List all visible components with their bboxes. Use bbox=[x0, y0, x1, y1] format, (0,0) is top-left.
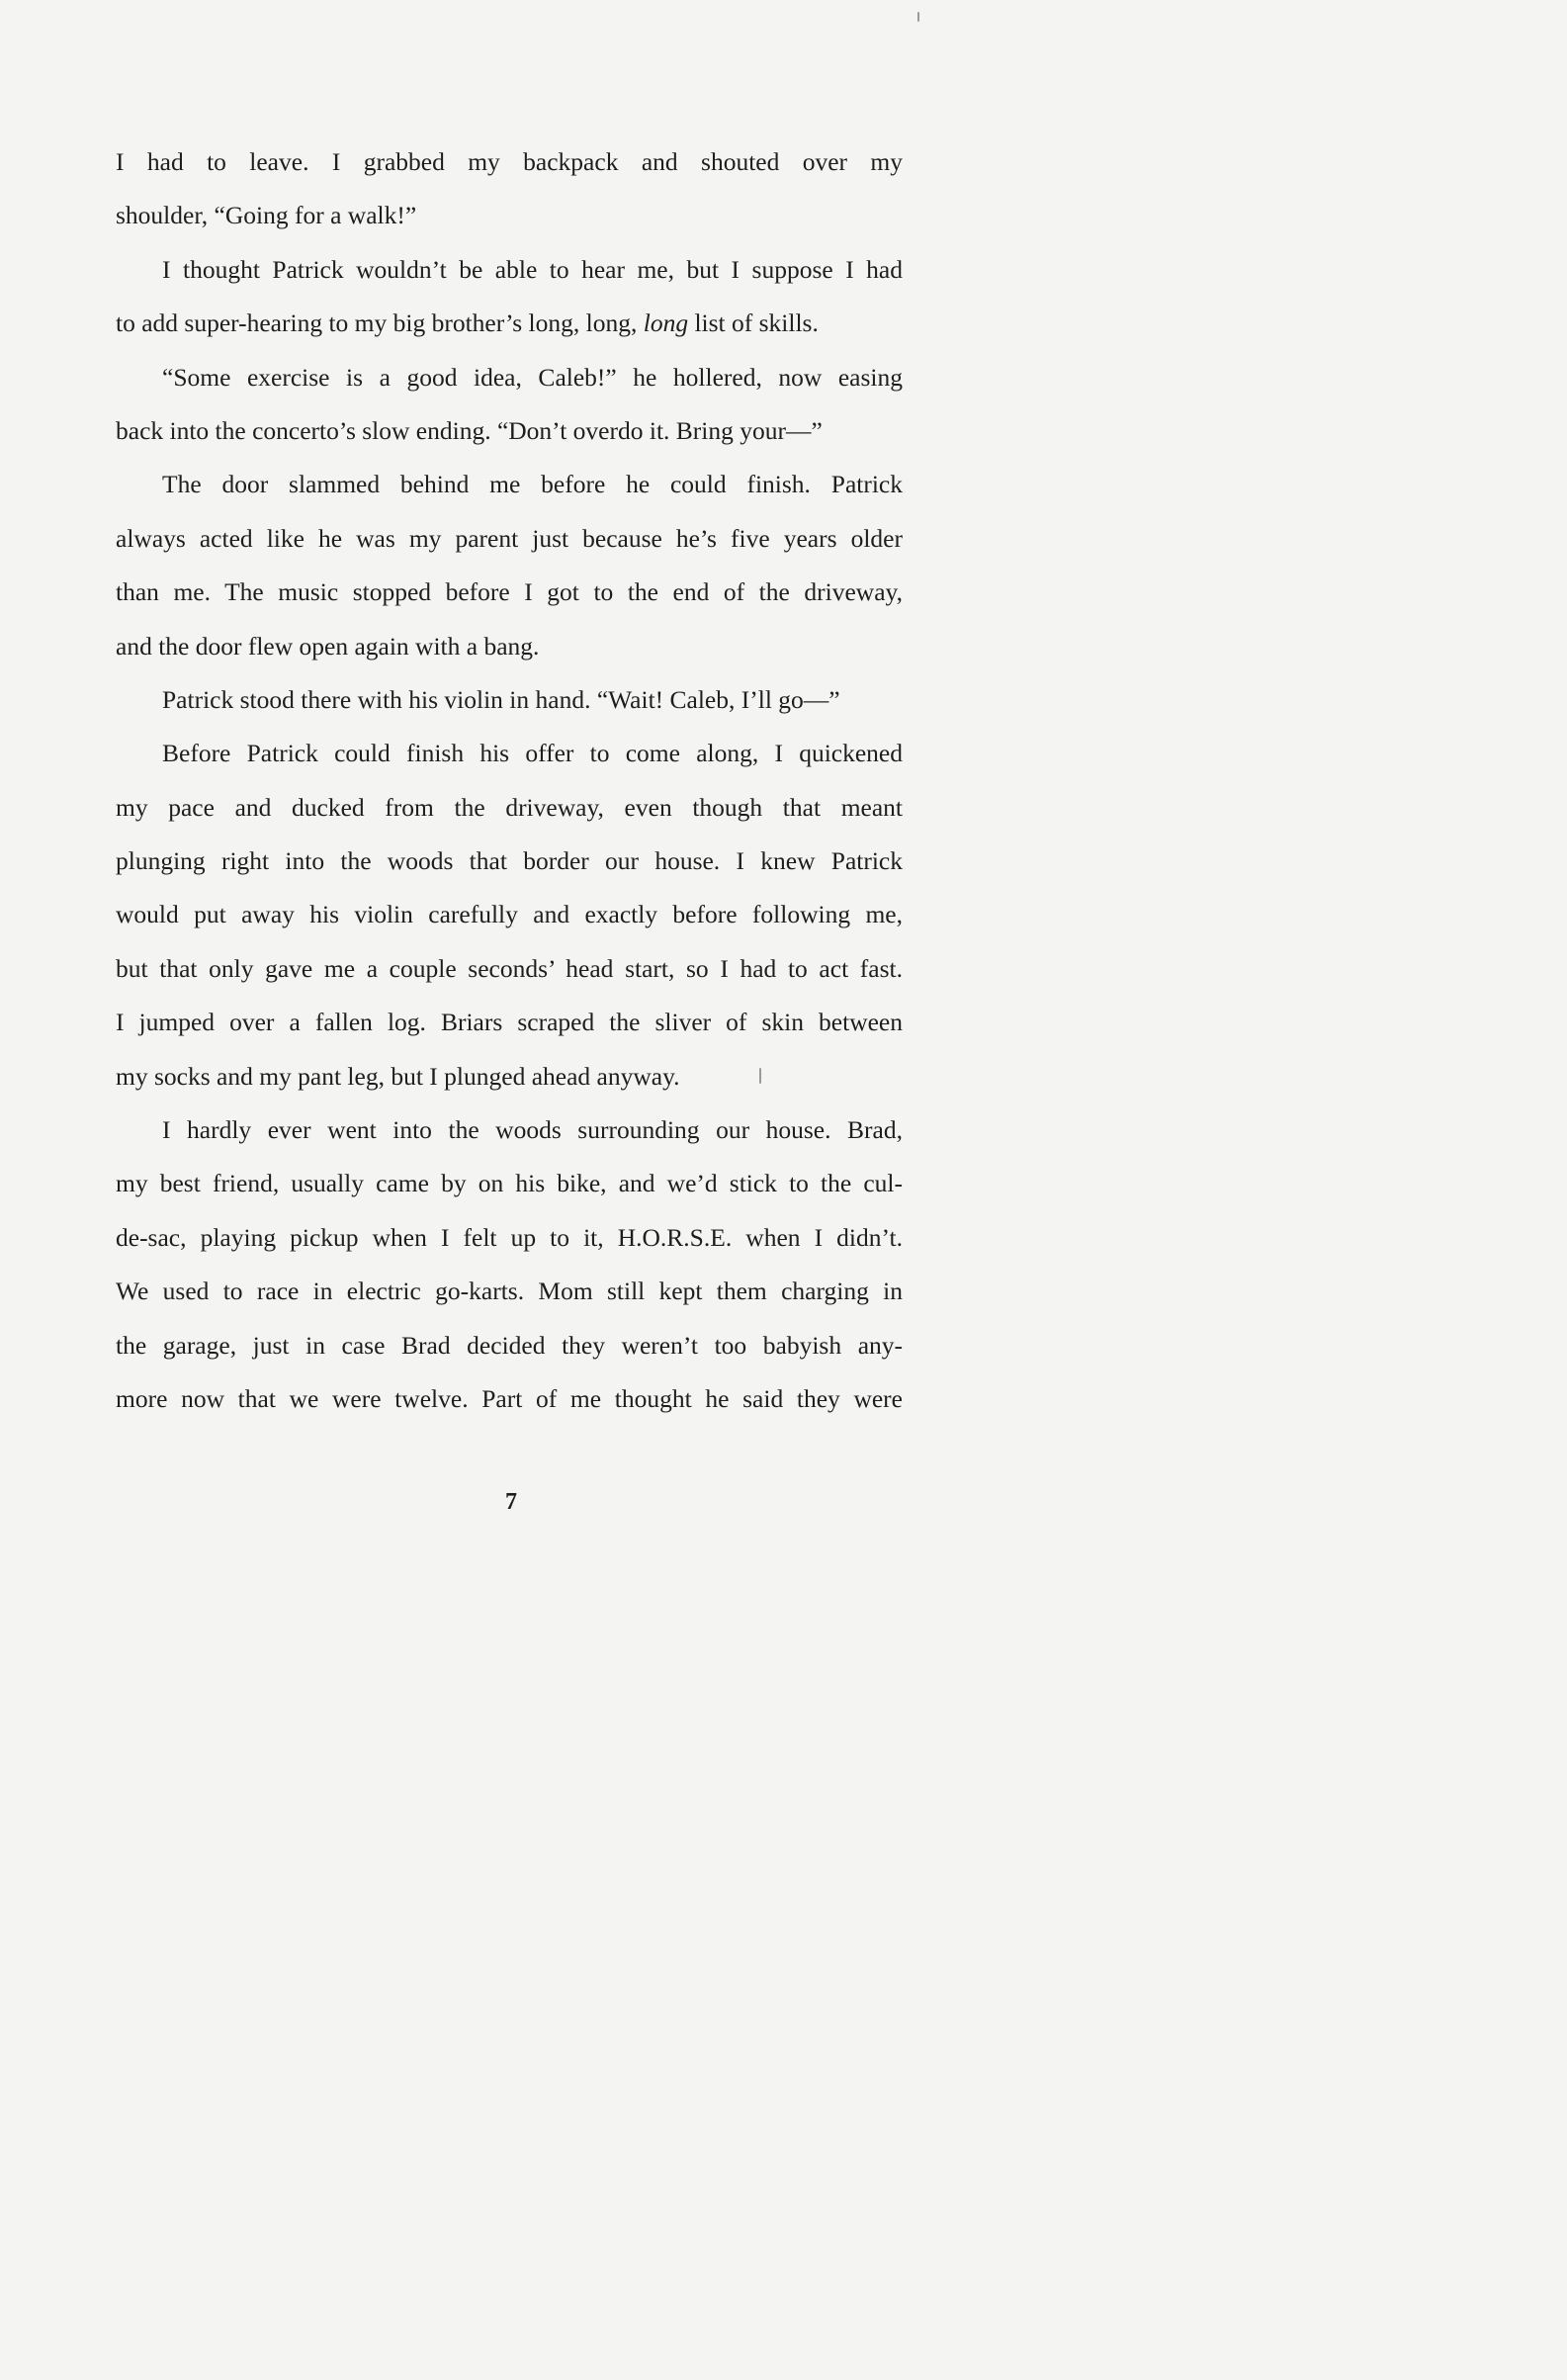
text-line: more now that we were twelve. Part of me thought he said they were bbox=[116, 1383, 903, 1413]
text-line: would put away his violin carefully and exactly before following me, bbox=[116, 900, 903, 929]
text-segment: to add super-hearing to my big brother’s long, long, bbox=[116, 309, 644, 338]
scan-speck bbox=[759, 1068, 761, 1084]
text-line: plunging right into the woods that border our house. I knew Patrick bbox=[116, 846, 903, 876]
text-line: Before Patrick could finish his offer to come along, I quickened bbox=[162, 739, 903, 768]
text-line: I thought Patrick wouldn’t be able to hear me, but I suppose I had bbox=[162, 254, 903, 284]
text-line: but that only gave me a couple seconds’ head start, so I had to act fast. bbox=[116, 953, 903, 983]
emphasized-word: long bbox=[643, 309, 689, 338]
text-line: the garage, just in case Brad decided they weren’t too babyish any- bbox=[116, 1330, 903, 1360]
text-line bbox=[116, 297, 903, 350]
scan-speck bbox=[917, 12, 919, 22]
text-line: shoulder, “Going for a walk!” bbox=[116, 201, 417, 230]
text-line: my socks and my pant leg, but I plunged ahead anyway. bbox=[116, 1061, 680, 1091]
text-line: than me. The music stopped before I got to the end of the driveway, bbox=[116, 577, 903, 607]
text-line: Patrick stood there with his violin in hand. “Wait! Caleb, I’ll go—” bbox=[162, 684, 840, 714]
text-line: my pace and ducked from the driveway, even though that meant bbox=[116, 792, 903, 822]
text-line: and the door flew open again with a bang. bbox=[116, 631, 540, 661]
text-line: I had to leave. I grabbed my backpack and shouted over my bbox=[116, 147, 903, 176]
text-line: always acted like he was my parent just because he’s five years older bbox=[116, 523, 903, 553]
page-number: 7 bbox=[505, 1489, 517, 1515]
text-line: my best friend, usually came by on his bike, and we’d stick to the cul- bbox=[116, 1169, 903, 1198]
text-segment: list of skills. bbox=[688, 309, 819, 338]
text-line: The door slammed behind me before he could finish. Patrick bbox=[162, 470, 903, 499]
text-line: I hardly ever went into the woods surrounding our house. Brad, bbox=[162, 1115, 903, 1145]
text-line: I jumped over a fallen log. Briars scraped the sliver of skin between bbox=[116, 1008, 903, 1037]
text-line: “Some exercise is a good idea, Caleb!” he hollered, now easing bbox=[162, 362, 903, 392]
text-line: de-sac, playing pickup when I felt up to it, H.O.R.S.E. when I didn’t. bbox=[116, 1222, 903, 1252]
text-line: back into the concerto’s slow ending. “Don’t overdo it. Bring your—” bbox=[116, 415, 823, 445]
body-text bbox=[116, 135, 903, 1426]
text-line: We used to race in electric go-karts. Mom still kept them charging in bbox=[116, 1277, 903, 1306]
